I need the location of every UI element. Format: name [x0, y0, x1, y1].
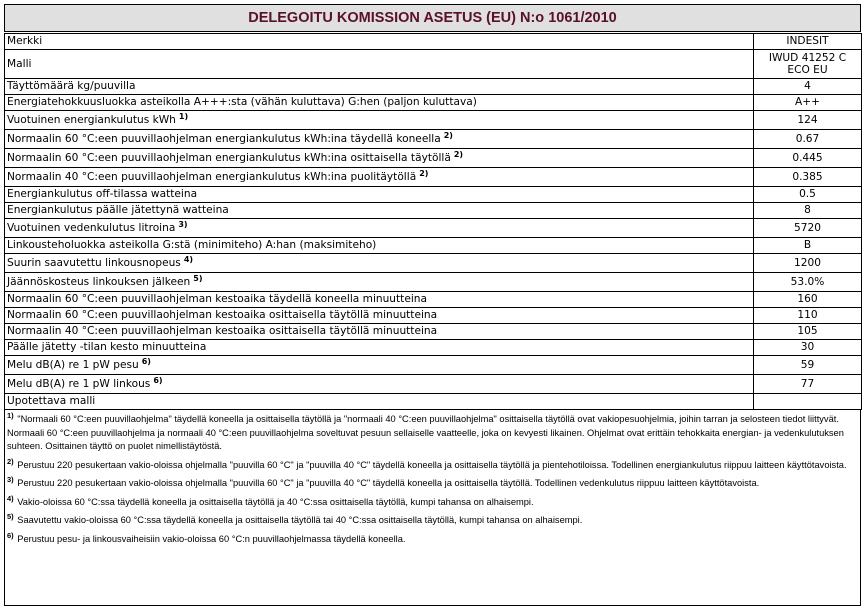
footnote-text: Saavutettu vakio-oloissa 60 °C:ssa täydellä koneella ja osittaisella täytöllä tai 40 °C:ssa osittaisella täytöllä, kumpi tahansa on alhaisempi.: [17, 515, 583, 525]
spec-row: [5, 111, 862, 130]
footnote-mark: 3): [7, 475, 14, 484]
spec-label: [5, 356, 754, 375]
spec-value: 53.0%: [754, 273, 862, 292]
spec-row: [5, 149, 862, 168]
spec-row: [5, 79, 862, 95]
spec-row: [5, 356, 862, 375]
footnote-ref: 1): [178, 111, 189, 121]
spec-row: [5, 238, 862, 254]
spec-label: [5, 168, 754, 187]
footnote: [5, 477, 860, 491]
spec-label: [5, 130, 754, 149]
spec-row: [5, 130, 862, 149]
spec-value: A++: [754, 95, 862, 111]
spec-label: [5, 79, 754, 95]
spec-label-text: Linkousteholuokka asteikolla G:stä (minimiteho) A:han (maksimiteho): [7, 239, 377, 251]
footnote-text: Perustuu 220 pesukertaan vakio-oloissa ohjelmalla "puuvilla 60 °C" ja "puuvilla 40 °C" täydellä koneella ja osittaisella täytöllä. Todellinen vedenkulutus riippuu laitteen käyttötavoista.: [17, 478, 760, 488]
spec-label-text: Normaalin 60 °C:een puuvillaohjelman kestoaika osittaisella täytöllä minuutteina: [7, 309, 438, 321]
spec-value: [754, 394, 862, 410]
spec-label: [5, 111, 754, 130]
spec-value: 0.385: [754, 168, 862, 187]
spec-label-text: Energiankulutus off-tilassa watteina: [7, 188, 198, 200]
footnote-ref: 2): [453, 149, 464, 159]
spec-label-text: Vuotuinen energiankulutus kWh: [7, 113, 176, 126]
spec-label-text: Suurin saavutettu linkousnopeus: [7, 256, 181, 269]
footnote-ref: 2): [419, 168, 429, 178]
spec-table-body: [5, 34, 862, 410]
footnote-text: Perustuu pesu- ja linkousvaiheisiin vakio-oloissa 60 °C:n puuvillaohjelmassa täydellä koneella.: [17, 533, 406, 544]
footnote: [5, 413, 860, 454]
spec-label-text: Vuotuinen vedenkulutus litroina: [7, 221, 176, 234]
spec-value: 5720: [754, 219, 862, 238]
spec-label-text: Upotettava malli: [7, 395, 96, 407]
spec-label-text: Jäännöskosteus linkouksen jälkeen: [7, 275, 191, 288]
spec-value: 160: [754, 292, 862, 308]
spec-label: [5, 273, 754, 292]
spec-row: [5, 292, 862, 308]
spec-value: IWUD 41252 C ECO EU: [754, 50, 862, 79]
footnote-ref: 5): [193, 273, 203, 283]
footnote-ref: 3): [178, 219, 188, 229]
spec-value: 30: [754, 340, 862, 356]
spec-label-text: Päälle jätetty -tilan kesto minuutteina: [7, 341, 207, 353]
spec-row: [5, 168, 862, 187]
spec-table: [4, 33, 862, 410]
spec-value: 105: [754, 324, 862, 340]
spec-row: [5, 324, 862, 340]
footnotes: [4, 410, 861, 606]
footnote-ref: 4): [183, 254, 194, 264]
spec-label-text: Normaalin 60 °C:een puuvillaohjelman kestoaika täydellä koneella minuutteina: [7, 293, 427, 305]
spec-row: [5, 50, 862, 79]
spec-label: [5, 187, 754, 203]
footnote-ref: 6): [153, 375, 163, 385]
spec-row: [5, 34, 862, 50]
spec-row: [5, 273, 862, 292]
spec-label: [5, 95, 754, 111]
spec-value: B: [754, 238, 862, 254]
spec-row: [5, 95, 862, 111]
spec-value: 110: [754, 308, 862, 324]
footnote-mark: 2): [7, 456, 14, 466]
spec-label: [5, 375, 754, 394]
spec-row: [5, 375, 862, 394]
spec-row: [5, 187, 862, 203]
spec-label-text: Normaalin 40 °C:een puuvillaohjelman energiankulutus kWh:ina puolitäytöllä: [7, 170, 417, 183]
spec-label: [5, 254, 754, 273]
spec-label-text: Energiankulutus päälle jätettynä watteina: [7, 204, 229, 216]
footnote-mark: 1): [7, 411, 14, 420]
spec-label: [5, 34, 754, 50]
spec-label-text: Melu dB(A) re 1 pW pesu: [7, 358, 139, 371]
footnote: [5, 456, 860, 473]
footnote-ref: 2): [443, 130, 453, 140]
spec-label: [5, 149, 754, 168]
spec-label: [5, 50, 754, 79]
spec-label-text: Normaalin 60 °C:een puuvillaohjelman energiankulutus kWh:ina osittaisella täytöllä: [7, 151, 451, 164]
spec-value: 59: [754, 356, 862, 375]
spec-label: [5, 203, 754, 219]
spec-label-text: Malli: [7, 58, 32, 70]
footnote: [5, 530, 860, 547]
footnote-mark: 5): [7, 512, 14, 521]
spec-value: 77: [754, 375, 862, 394]
spec-label-text: Normaalin 40 °C:een puuvillaohjelman kestoaika osittaisella täytöllä minuutteina: [7, 325, 438, 337]
spec-value: 8: [754, 203, 862, 219]
spec-row: [5, 203, 862, 219]
footnote-ref: 6): [141, 356, 151, 366]
spec-label: [5, 308, 754, 324]
spec-label: [5, 340, 754, 356]
footnote: [5, 514, 860, 528]
spec-value: 124: [754, 111, 862, 130]
spec-value: INDESIT: [754, 34, 862, 50]
spec-value: 0.5: [754, 187, 862, 203]
spec-label-text: Normaalin 60 °C:een puuvillaohjelman energiankulutus kWh:ina täydellä koneella: [7, 132, 441, 145]
spec-label-text: Melu dB(A) re 1 pW linkous: [7, 377, 151, 390]
spec-label: [5, 219, 754, 238]
footnote-text: Vakio-oloissa 60 °C:ssa täydellä koneella ja osittaisella täytöllä ja 40 °C:ssa osittaisella täytöllä, kumpi tahansa on alhaisempi.: [17, 496, 534, 507]
spec-value: 0.445: [754, 149, 862, 168]
spec-value: 0.67: [754, 130, 862, 149]
footnote-mark: 4): [7, 493, 14, 503]
spec-label: [5, 292, 754, 308]
document-title: DELEGOITU KOMISSION ASETUS (EU) N:o 1061/2010: [4, 4, 861, 32]
spec-label: [5, 394, 754, 410]
footnote-text: Perustuu 220 pesukertaan vakio-oloissa ohjelmalla "puuvilla 60 °C" ja "puuvilla 40 °C" täydellä koneella ja osittaisella täytöllä ja pientehotiloissa. Todellinen energiankulutus riippuu laitteen käyttötavoista.: [17, 459, 847, 470]
spec-label-text: Merkki: [7, 35, 43, 47]
footnote-mark: 6): [7, 530, 14, 540]
product-fiche: [4, 4, 861, 606]
spec-value: 1200: [754, 254, 862, 273]
spec-row: [5, 340, 862, 356]
spec-row: [5, 394, 862, 410]
spec-label: [5, 324, 754, 340]
spec-row: [5, 308, 862, 324]
spec-row: [5, 219, 862, 238]
footnote-text: "Normaali 60 °C:een puuvillaohjelma" täydellä koneella ja osittaisella täytöllä ja "normaali 40 °C:een puuvillaohjelma" osittaisella täytöllä ovat vakiopesuohjelmia, joihin tarran ja selosteen tiedot liittyvät. Normaali 60 °C:een puuvillaohjelma ja normaali 40 °C:een puuvillaohjelma soveltuvat pesuun sellaiselle vaatteelle, joka on kevyesti likainen. Ohjelmat ovat erittäin tehokkaita energian- ja vedenkulutuksen suhteen. Osittainen täyttö on puolet nimellistäytöstä.: [7, 414, 844, 451]
spec-value: 4: [754, 79, 862, 95]
spec-label: [5, 238, 754, 254]
spec-label-text: Täyttömäärä kg/puuvilla: [7, 80, 136, 92]
footnote: [5, 493, 860, 510]
spec-label-text: Energiatehokkuusluokka asteikolla A+++:sta (vähän kuluttava) G:hen (paljon kuluttava): [7, 96, 477, 108]
spec-row: [5, 254, 862, 273]
